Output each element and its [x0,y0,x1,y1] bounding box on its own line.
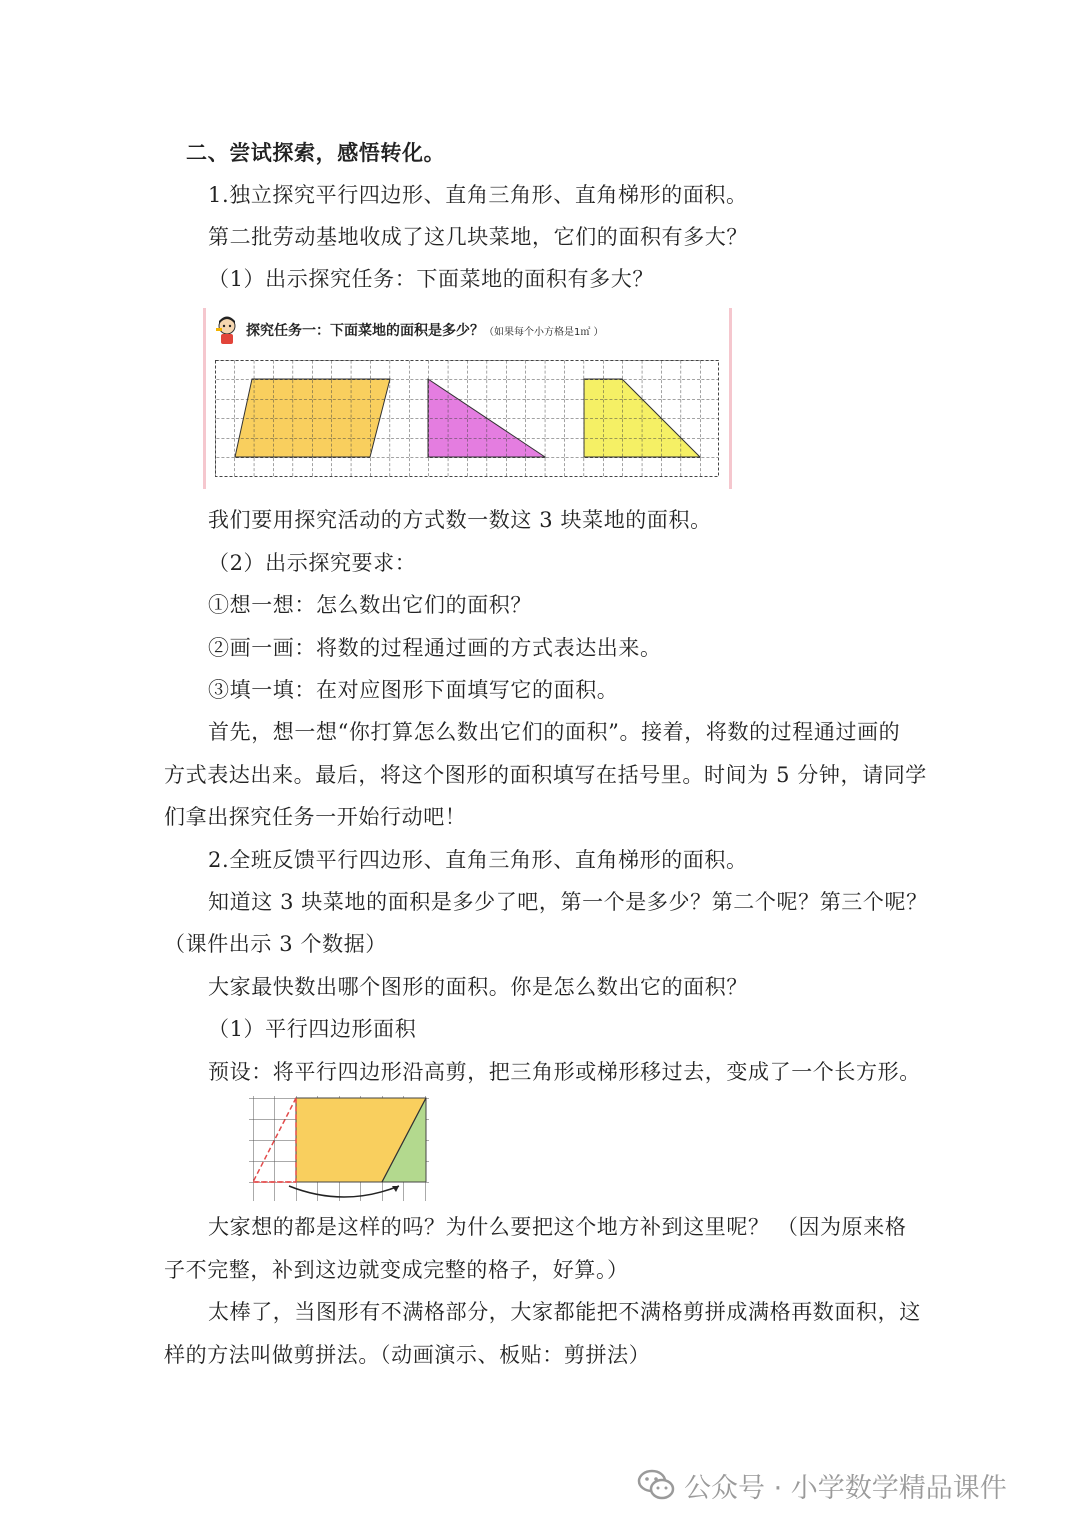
paragraph-16-line-1: 太棒了，当图形有不满格部分，大家都能把不满格剪拼成满格再数面积，这 [208,1300,921,1324]
section-heading: 二、尝试探索，感悟转化。 [186,141,446,165]
paragraph-3: （1）出示探究任务：下面菜地的面积有多大？ [208,267,654,291]
paragraph-16-line-2: 样的方法叫做剪拼法。（动画演示、板贴：剪拼法） [164,1343,651,1367]
cut-paste-figure [249,1096,429,1201]
paragraph-11-line-1: 知道这 3 块菜地的面积是多少了吧，第一个是多少？第二个呢？第三个呢？ [208,890,928,914]
requirement-2: ②画一画：将数的过程通过画的方式表达出来。 [208,636,662,660]
paragraph-11-line-2: （课件出示 3 个数据） [164,932,387,956]
paragraph-9-line-3: 们拿出探究任务一开始行动吧！ [164,805,467,829]
requirement-3: ③填一填：在对应图形下面填写它的面积。 [208,678,619,702]
paragraph-2: 第二批劳动基地收成了这几块菜地，它们的面积有多大？ [208,225,748,249]
task-title: 探究任务一：下面菜地的面积是多少？（如果每个小方格是1㎡ ） [246,323,604,339]
task-figure [203,308,732,489]
paragraph-10: 2.全班反馈平行四边形、直角三角形、直角梯形的面积。 [208,848,748,872]
task-grid [215,360,719,478]
paragraph-5: （2）出示探究要求： [208,551,417,575]
paragraph-12: 大家最快数出哪个图形的面积。你是怎么数出它的面积？ [208,975,748,999]
paragraph-13: （1）平行四边形面积 [208,1017,417,1041]
paragraph-9-line-2: 方式表达出来。最后，将这个图形的面积填写在括号里。时间为 5 分钟，请同学 [164,763,927,787]
watermark-text: 公众号 · 小学数学精品课件 [684,1473,1007,1504]
wechat-icon [637,1468,677,1502]
student-avatar-icon [214,312,240,346]
paragraph-1: 1.独立探究平行四边形、直角三角形、直角梯形的面积。 [208,183,748,207]
paragraph-4: 我们要用探究活动的方式数一数这 3 块菜地的面积。 [208,508,712,532]
paragraph-15-line-2: 子不完整，补到这边就变成完整的格子，好算。） [164,1258,629,1282]
paragraph-9-line-1: 首先，想一想“你打算怎么数出它们的面积”。接着，将数的过程通过画的 [208,720,901,744]
requirement-1: ①想一想：怎么数出它们的面积？ [208,593,532,617]
paragraph-14: 预设：将平行四边形沿高剪，把三角形或梯形移过去，变成了一个长方形。 [208,1060,921,1084]
paragraph-15-line-1: 大家想的都是这样的吗？为什么要把这个地方补到这里呢？ （因为原来格 [208,1215,907,1239]
